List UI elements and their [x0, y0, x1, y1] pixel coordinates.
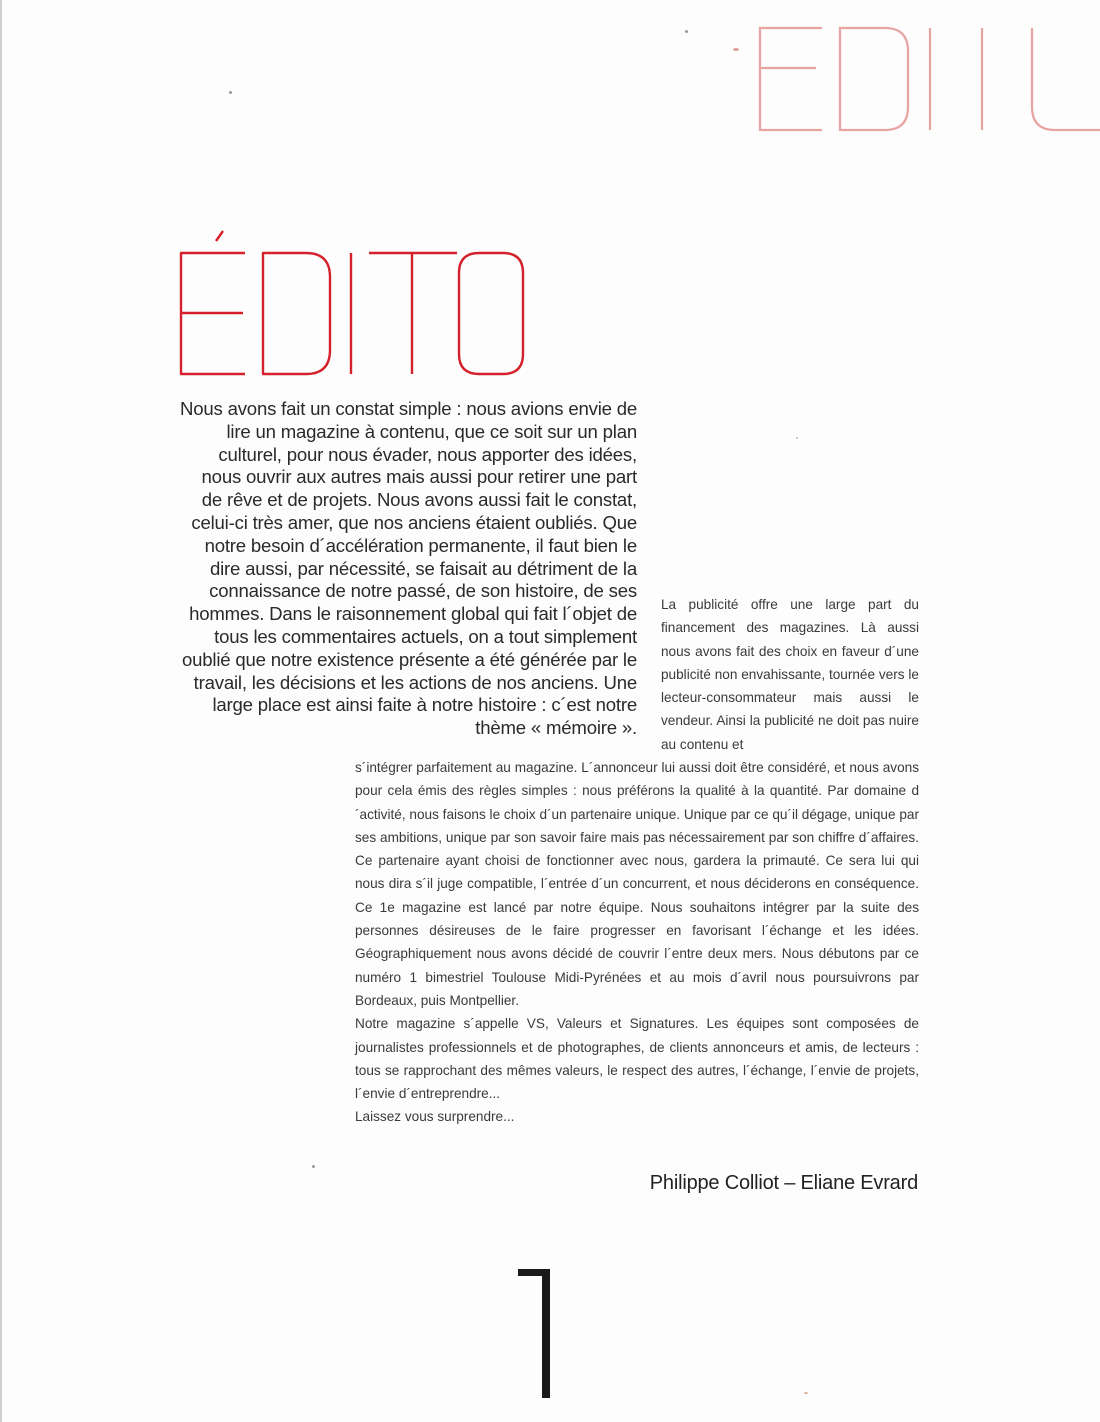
ghost-header-title-graphic — [750, 10, 1100, 135]
scan-speck — [804, 1392, 808, 1394]
body-closing: Laissez vous surprendre... — [355, 1109, 515, 1125]
page-title — [175, 225, 535, 385]
body-wide-text: s´intégrer parfaitement au magazine. L´annonceur lui aussi doit être considéré, et nous avons pour cela émis des règles simples : nous préférons la qualité à la quantité. Par domaine d´activité, nous faisons le choix d´un partenaire unique. Unique par ce qu´il dégage, unique par ses ambitions, unique par son savoir faire mais pas nécessairement par son chiffre d´affaires. Ce partenaire ayant choisi de fonctionner avec nous, gardera la primauté. Ce sera lui qui nous dira s´il juge compatible, l´entrée d´un concurrent, et nous déciderons en conséquence. Ce 1e magazine est lancé par notre équipe. Nous souhaitons intégrer par la suite des personnes désireuses de le faire progresser en favorisant l´échange et les idées. Géographiquement nous avons décidé de couvrir l´entre deux mers. Nous débutons par ce numéro 1 bimestriel Toulouse Midi-Pyrénées et au mois d´avril nous poursuivrons par Bordeaux, puis Montpellier. — [355, 760, 919, 1008]
lead-text: Nous avons fait un constat simple : nous avions envie de lire un magazine à contenu, que ce soit sur un plan culturel, pour nous évader, nous apporter des idées, nous ouvrir aux autres mais aussi pour retirer une part de rêve et de projets. Nous avons aussi fait le constat, celui-ci très amer, que nos anciens étaient oubliés. Que notre besoin d´accélération permanente, il faut bien le dire aussi, par nécessité, se faisait au détriment de la connaissance de notre passé, de son histoire, de ses hommes. Dans le raisonnement global qui fait l´objet de tous les commentaires actuels, on a tout simplement oublié que notre existence présente a été générée par le travail, les décisions et les actions de nos anciens. Une large place est ainsi faite à notre histoire : c´est notre thème « mémoire ». — [180, 398, 638, 739]
body-paragraph-2: Notre magazine s´appelle VS, Valeurs et Signatures. Les équipes sont composées de journalistes professionnels et de photographes, de clients annonceurs et amis, de lecteurs : tous se rapprochant des mêmes valeurs, le respect des autres, l´échange, l´envie de projets, l´envie d´entreprendre... — [355, 1016, 919, 1102]
scan-speck — [796, 437, 798, 439]
lead-paragraph — [180, 398, 637, 740]
body-right-text: La publicité offre une large part du financement des magazines. Là aussi nous avons fait des choix en faveur d´une publicité non envahissante, tournée vers le lecteur-consommateur mais aussi le vendeur. Ainsi la publicité ne doit pas nuire au contenu et — [661, 597, 919, 752]
body-column-right — [661, 593, 919, 756]
page-edge — [0, 0, 2, 1422]
page-title-graphic — [175, 225, 535, 385]
scan-speck — [685, 30, 688, 33]
body-column-wide — [355, 756, 919, 1129]
page-number-graphic — [516, 1265, 556, 1400]
scan-speck — [229, 91, 232, 94]
signature: Philippe Colliot – Eliane Evrard — [649, 1172, 918, 1194]
scan-speck — [312, 1165, 315, 1168]
scan-speck — [733, 48, 739, 51]
ghost-header-title — [750, 10, 1100, 135]
page-number — [516, 1265, 556, 1400]
